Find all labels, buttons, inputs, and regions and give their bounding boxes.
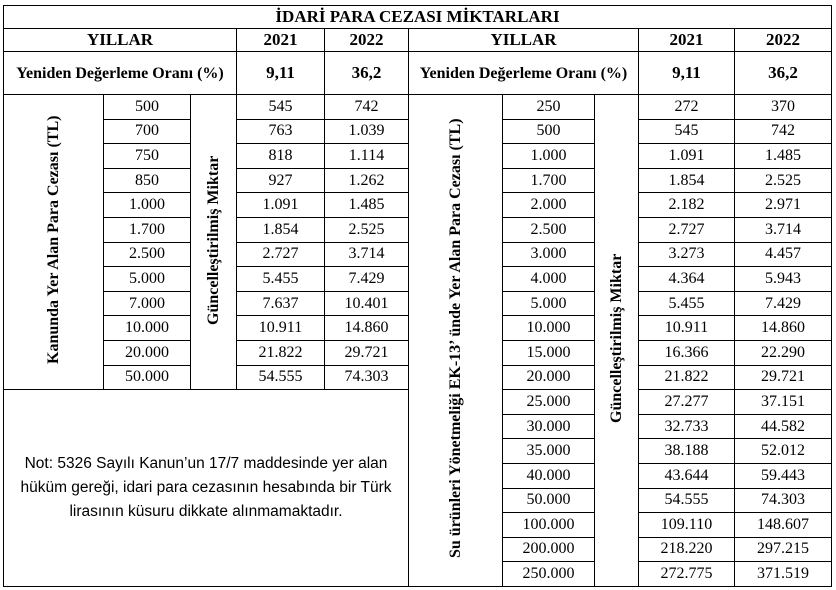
right-amount-2022: 44.582 xyxy=(735,414,832,439)
left-amount-2022: 7.429 xyxy=(325,267,409,292)
right-amount-2022: 148.607 xyxy=(735,513,832,538)
right-amount-2022: 2.525 xyxy=(735,168,832,193)
right-amount-2021: 545 xyxy=(639,119,735,144)
left-rate-2021: 9,11 xyxy=(237,52,325,95)
right-base-amount: 20.000 xyxy=(503,365,595,390)
right-amount-2022: 370 xyxy=(735,95,832,120)
left-base-amount: 7.000 xyxy=(104,291,191,316)
right-rate-label: Yeniden Değerleme Oranı (%) xyxy=(409,52,639,95)
left-updated-label-text: Güncelleştirilmiş Miktar xyxy=(204,154,222,325)
right-amount-2021: 272.775 xyxy=(639,562,735,587)
left-amount-2021: 5.455 xyxy=(237,267,325,292)
right-base-amount: 2.500 xyxy=(503,217,595,242)
left-amount-2021: 54.555 xyxy=(237,365,325,390)
right-amount-2022: 7.429 xyxy=(735,291,832,316)
right-base-amount: 50.000 xyxy=(503,488,595,513)
left-amount-2021: 818 xyxy=(237,144,325,169)
right-amount-2022: 37.151 xyxy=(735,390,832,415)
right-rate-2022: 36,2 xyxy=(735,52,832,95)
right-amount-2021: 27.277 xyxy=(639,390,735,415)
right-base-amount: 500 xyxy=(503,119,595,144)
right-amount-2022: 1.485 xyxy=(735,144,832,169)
left-base-amount: 850 xyxy=(104,168,191,193)
right-amount-2022: 297.215 xyxy=(735,537,832,562)
right-amount-2021: 3.273 xyxy=(639,242,735,267)
right-amount-2022: 59.443 xyxy=(735,463,832,488)
right-row-group-label xyxy=(409,95,503,587)
left-amount-2021: 545 xyxy=(237,95,325,120)
left-base-amount: 50.000 xyxy=(104,365,191,390)
right-amount-2021: 218.220 xyxy=(639,537,735,562)
right-amount-2021: 1.091 xyxy=(639,144,735,169)
right-amount-2021: 16.366 xyxy=(639,340,735,365)
right-amount-2022: 74.303 xyxy=(735,488,832,513)
left-amount-2022: 10.401 xyxy=(325,291,409,316)
right-rate-2021: 9,11 xyxy=(639,52,735,95)
left-amount-2022: 2.525 xyxy=(325,217,409,242)
header-row xyxy=(4,29,832,52)
right-amount-2021: 32.733 xyxy=(639,414,735,439)
right-year-2021: 2021 xyxy=(639,29,735,52)
right-amount-2021: 109.110 xyxy=(639,513,735,538)
title-row xyxy=(4,6,832,29)
right-amount-2022: 14.860 xyxy=(735,316,832,341)
penalty-table xyxy=(3,5,832,587)
left-year-2021: 2021 xyxy=(237,29,325,52)
right-amount-2022: 371.519 xyxy=(735,562,832,587)
right-amount-2021: 43.644 xyxy=(639,463,735,488)
footnote: Not: 5326 Sayılı Kanun’un 17/7 maddesinde yer alan hüküm gereği, idari para cezasının hesabında bir Türk lirasının küsuru dikkate alınmamaktadır. xyxy=(4,390,409,587)
left-base-amount: 500 xyxy=(104,95,191,120)
right-amount-2022: 3.714 xyxy=(735,217,832,242)
right-updated-label-text: Güncelleştirilmiş Miktar xyxy=(607,253,625,423)
right-base-amount: 40.000 xyxy=(503,463,595,488)
left-amount-2022: 1.039 xyxy=(325,119,409,144)
left-amount-2021: 763 xyxy=(237,119,325,144)
right-base-amount: 15.000 xyxy=(503,340,595,365)
right-base-amount: 3.000 xyxy=(503,242,595,267)
table-row xyxy=(4,95,832,120)
left-row-group-label-text: Kanunda Yer Alan Para Cezası (TL) xyxy=(44,115,62,364)
right-amount-2021: 1.854 xyxy=(639,168,735,193)
left-base-amount: 750 xyxy=(104,144,191,169)
right-amount-2021: 38.188 xyxy=(639,439,735,464)
right-amount-2021: 54.555 xyxy=(639,488,735,513)
right-row-group-label-text: Su ürünleri Yönetmeliği EK-13’ ünde Yer Alan Para Cezası (TL) xyxy=(446,118,464,558)
left-amount-2022: 1.262 xyxy=(325,168,409,193)
left-amount-2021: 1.854 xyxy=(237,217,325,242)
left-rate-2022: 36,2 xyxy=(325,52,409,95)
right-amount-2022: 742 xyxy=(735,119,832,144)
left-amount-2022: 1.485 xyxy=(325,193,409,218)
left-amount-2022: 742 xyxy=(325,95,409,120)
rate-row xyxy=(4,52,832,95)
right-amount-2021: 2.727 xyxy=(639,217,735,242)
left-amount-2021: 1.091 xyxy=(237,193,325,218)
right-base-amount: 250.000 xyxy=(503,562,595,587)
left-amount-2021: 2.727 xyxy=(237,242,325,267)
right-updated-label xyxy=(595,95,639,587)
left-base-amount: 20.000 xyxy=(104,340,191,365)
right-amount-2021: 10.911 xyxy=(639,316,735,341)
right-base-amount: 30.000 xyxy=(503,414,595,439)
left-row-group-label xyxy=(4,95,104,390)
right-amount-2022: 4.457 xyxy=(735,242,832,267)
left-base-amount: 700 xyxy=(104,119,191,144)
left-base-amount: 10.000 xyxy=(104,316,191,341)
right-year-2022: 2022 xyxy=(735,29,832,52)
right-base-amount: 1.700 xyxy=(503,168,595,193)
right-base-amount: 1.000 xyxy=(503,144,595,169)
right-amount-2021: 4.364 xyxy=(639,267,735,292)
left-amount-2021: 10.911 xyxy=(237,316,325,341)
left-year-2022: 2022 xyxy=(325,29,409,52)
right-base-amount: 25.000 xyxy=(503,390,595,415)
left-amount-2022: 74.303 xyxy=(325,365,409,390)
left-base-amount: 1.700 xyxy=(104,217,191,242)
right-base-amount: 35.000 xyxy=(503,439,595,464)
right-base-amount: 200.000 xyxy=(503,537,595,562)
left-amount-2022: 14.860 xyxy=(325,316,409,341)
left-updated-label xyxy=(191,95,237,390)
right-amount-2021: 272 xyxy=(639,95,735,120)
right-base-amount: 4.000 xyxy=(503,267,595,292)
right-base-amount: 2.000 xyxy=(503,193,595,218)
right-base-amount: 250 xyxy=(503,95,595,120)
right-amount-2022: 2.971 xyxy=(735,193,832,218)
right-amount-2022: 22.290 xyxy=(735,340,832,365)
right-years-header: YILLAR xyxy=(409,29,639,52)
left-base-amount: 1.000 xyxy=(104,193,191,218)
right-amount-2022: 52.012 xyxy=(735,439,832,464)
left-base-amount: 2.500 xyxy=(104,242,191,267)
right-amount-2021: 21.822 xyxy=(639,365,735,390)
right-amount-2022: 29.721 xyxy=(735,365,832,390)
page-title: İDARİ PARA CEZASI MİKTARLARI xyxy=(4,6,832,29)
left-years-header: YILLAR xyxy=(4,29,237,52)
right-amount-2021: 2.182 xyxy=(639,193,735,218)
right-base-amount: 5.000 xyxy=(503,291,595,316)
right-base-amount: 10.000 xyxy=(503,316,595,341)
left-rate-label: Yeniden Değerleme Oranı (%) xyxy=(4,52,237,95)
left-amount-2021: 927 xyxy=(237,168,325,193)
left-base-amount: 5.000 xyxy=(104,267,191,292)
right-amount-2022: 5.943 xyxy=(735,267,832,292)
left-amount-2022: 29.721 xyxy=(325,340,409,365)
right-amount-2021: 5.455 xyxy=(639,291,735,316)
left-amount-2021: 7.637 xyxy=(237,291,325,316)
left-amount-2022: 3.714 xyxy=(325,242,409,267)
left-amount-2021: 21.822 xyxy=(237,340,325,365)
right-base-amount: 100.000 xyxy=(503,513,595,538)
left-amount-2022: 1.114 xyxy=(325,144,409,169)
